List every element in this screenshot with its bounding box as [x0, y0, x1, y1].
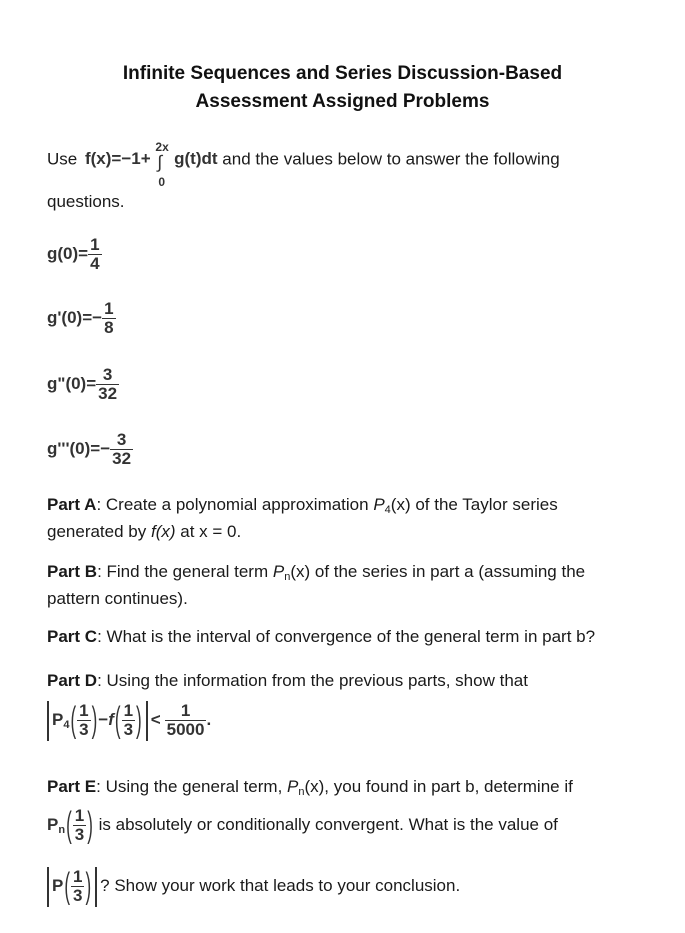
value-sign: =− — [82, 307, 103, 327]
equals-sign: = — [111, 149, 122, 169]
f-symbol: f — [108, 710, 114, 729]
p-subscript: n — [298, 786, 305, 798]
integral-symbol: ∫ — [157, 152, 163, 172]
paren-open: ( — [66, 804, 72, 845]
page-title — [0, 60, 685, 116]
part-e-line2-text: is absolutely or conditionally convergent. What is the value of — [98, 815, 558, 834]
numerator: 3 — [102, 365, 113, 384]
abs-bar-left — [47, 867, 49, 907]
value-sign: = — [78, 243, 89, 263]
paren-close: ) — [91, 699, 98, 740]
part-c-label: Part C — [47, 627, 98, 646]
p-subscript: 4 — [63, 719, 70, 731]
value-g3 — [47, 431, 133, 468]
less-than: < — [150, 710, 161, 729]
value-sign: = — [86, 373, 97, 393]
part-e-text: : Using the general term, — [96, 777, 288, 796]
part-a — [47, 494, 652, 543]
part-a-label: Part A — [47, 495, 97, 514]
part-a-line2-end: at x = 0. — [175, 522, 242, 541]
numerator: 1 — [74, 806, 85, 826]
numerator: 1 — [90, 235, 100, 254]
p-symbol: P — [373, 495, 385, 514]
fraction-one-third — [77, 702, 90, 739]
fraction-one-third — [71, 868, 84, 905]
part-a-text: : Create a polynomial approximation — [96, 495, 374, 514]
p-subscript: n — [58, 824, 66, 836]
numerator: 1 — [104, 299, 114, 318]
paren-open: ( — [114, 699, 121, 740]
fraction-one-third — [122, 702, 135, 739]
numerator: 1 — [73, 867, 83, 887]
value-fraction — [110, 431, 133, 468]
p-symbol: P — [287, 777, 299, 796]
denominator: 4 — [90, 253, 100, 273]
part-d-text: : Using the information from the previous parts, show that — [97, 671, 528, 690]
part-e-text-2: (x), you found in part b, determine if — [304, 777, 573, 796]
paren-open: ( — [64, 865, 71, 906]
part-e — [47, 776, 573, 803]
paren-close: ) — [136, 699, 142, 740]
value-label: g'(0) — [47, 307, 83, 327]
part-b-text-2: (x) of the series in part a (assuming the — [290, 562, 586, 581]
p-symbol: P — [47, 815, 59, 834]
minus-one: −1+ — [121, 149, 151, 169]
part-e-line3-text: ? Show your work that leads to your conclusion. — [100, 876, 461, 895]
value-g0 — [47, 236, 102, 273]
denominator: 8 — [104, 317, 114, 337]
denominator: 5000 — [166, 720, 205, 740]
value-fraction — [102, 300, 115, 337]
numerator: 1 — [180, 701, 191, 721]
part-b-text: : Find the general term — [97, 562, 273, 581]
part-b-label: Part B — [47, 562, 98, 581]
value-sign: =− — [90, 438, 111, 458]
p-subscript: n — [284, 571, 291, 583]
part-c-text: : What is the interval of convergence of the general term in part b? — [97, 627, 596, 646]
pn-expression — [47, 804, 94, 845]
part-a-line2: generated by — [47, 522, 151, 541]
title-line-2: Assessment Assigned Problems — [195, 91, 490, 112]
integral-lower-limit: 0 — [158, 175, 166, 189]
part-b-line2: pattern continues). — [47, 589, 188, 608]
denominator: 3 — [79, 720, 89, 740]
part-e-line3 — [44, 864, 460, 909]
denominator: 32 — [98, 383, 118, 403]
integral — [155, 140, 169, 189]
p-subscript: 4 — [384, 504, 391, 516]
fraction-one-third — [73, 807, 86, 844]
fraction-rhs — [165, 702, 207, 739]
f-of-x-definition — [84, 140, 222, 189]
paren-close: ) — [85, 865, 92, 906]
value-g2 — [47, 366, 119, 403]
part-e-line2 — [47, 803, 558, 852]
abs-bar-left — [47, 701, 49, 741]
intro-line — [47, 140, 560, 189]
p-symbol: P — [272, 562, 285, 581]
denominator: 3 — [123, 720, 134, 740]
part-e-label: Part E — [47, 777, 97, 796]
intro-use: Use — [47, 149, 78, 169]
value-label: g'''(0) — [47, 438, 91, 458]
period: . — [206, 710, 212, 729]
intro-after: and the values below to answer the following — [222, 149, 560, 169]
abs-bar-right — [95, 867, 97, 907]
abs-p-expression — [44, 865, 100, 906]
title-line-1: Infinite Sequences and Series Discussion-Based — [122, 63, 563, 84]
denominator: 3 — [73, 886, 83, 906]
numerator: 3 — [116, 430, 127, 449]
part-b — [47, 561, 652, 610]
minus-sign: − — [98, 710, 109, 729]
integrand: g(t)dt — [174, 149, 218, 169]
p-symbol: P — [52, 876, 64, 895]
part-d-label: Part D — [47, 671, 98, 690]
intro-line-2: questions. — [47, 192, 125, 211]
numerator: 1 — [123, 701, 134, 721]
value-g1 — [47, 300, 116, 337]
f-symbol: f(x) — [150, 522, 176, 541]
fx-label: f(x) — [84, 149, 112, 169]
denominator: 3 — [74, 825, 85, 845]
paren-close: ) — [87, 804, 93, 845]
value-label: g(0) — [47, 243, 79, 263]
part-d-inequality — [44, 698, 211, 747]
value-fraction — [88, 236, 101, 273]
abs-bar-right — [146, 701, 148, 741]
integral-upper-limit: 2x — [155, 140, 169, 154]
value-fraction — [96, 366, 119, 403]
numerator: 1 — [79, 701, 89, 721]
paren-open: ( — [70, 699, 77, 740]
denominator: 32 — [112, 448, 132, 468]
part-c — [47, 626, 595, 648]
part-a-text-2: (x) of the Taylor series — [390, 495, 558, 514]
p-symbol: P — [52, 710, 64, 729]
value-label: g"(0) — [47, 373, 87, 393]
